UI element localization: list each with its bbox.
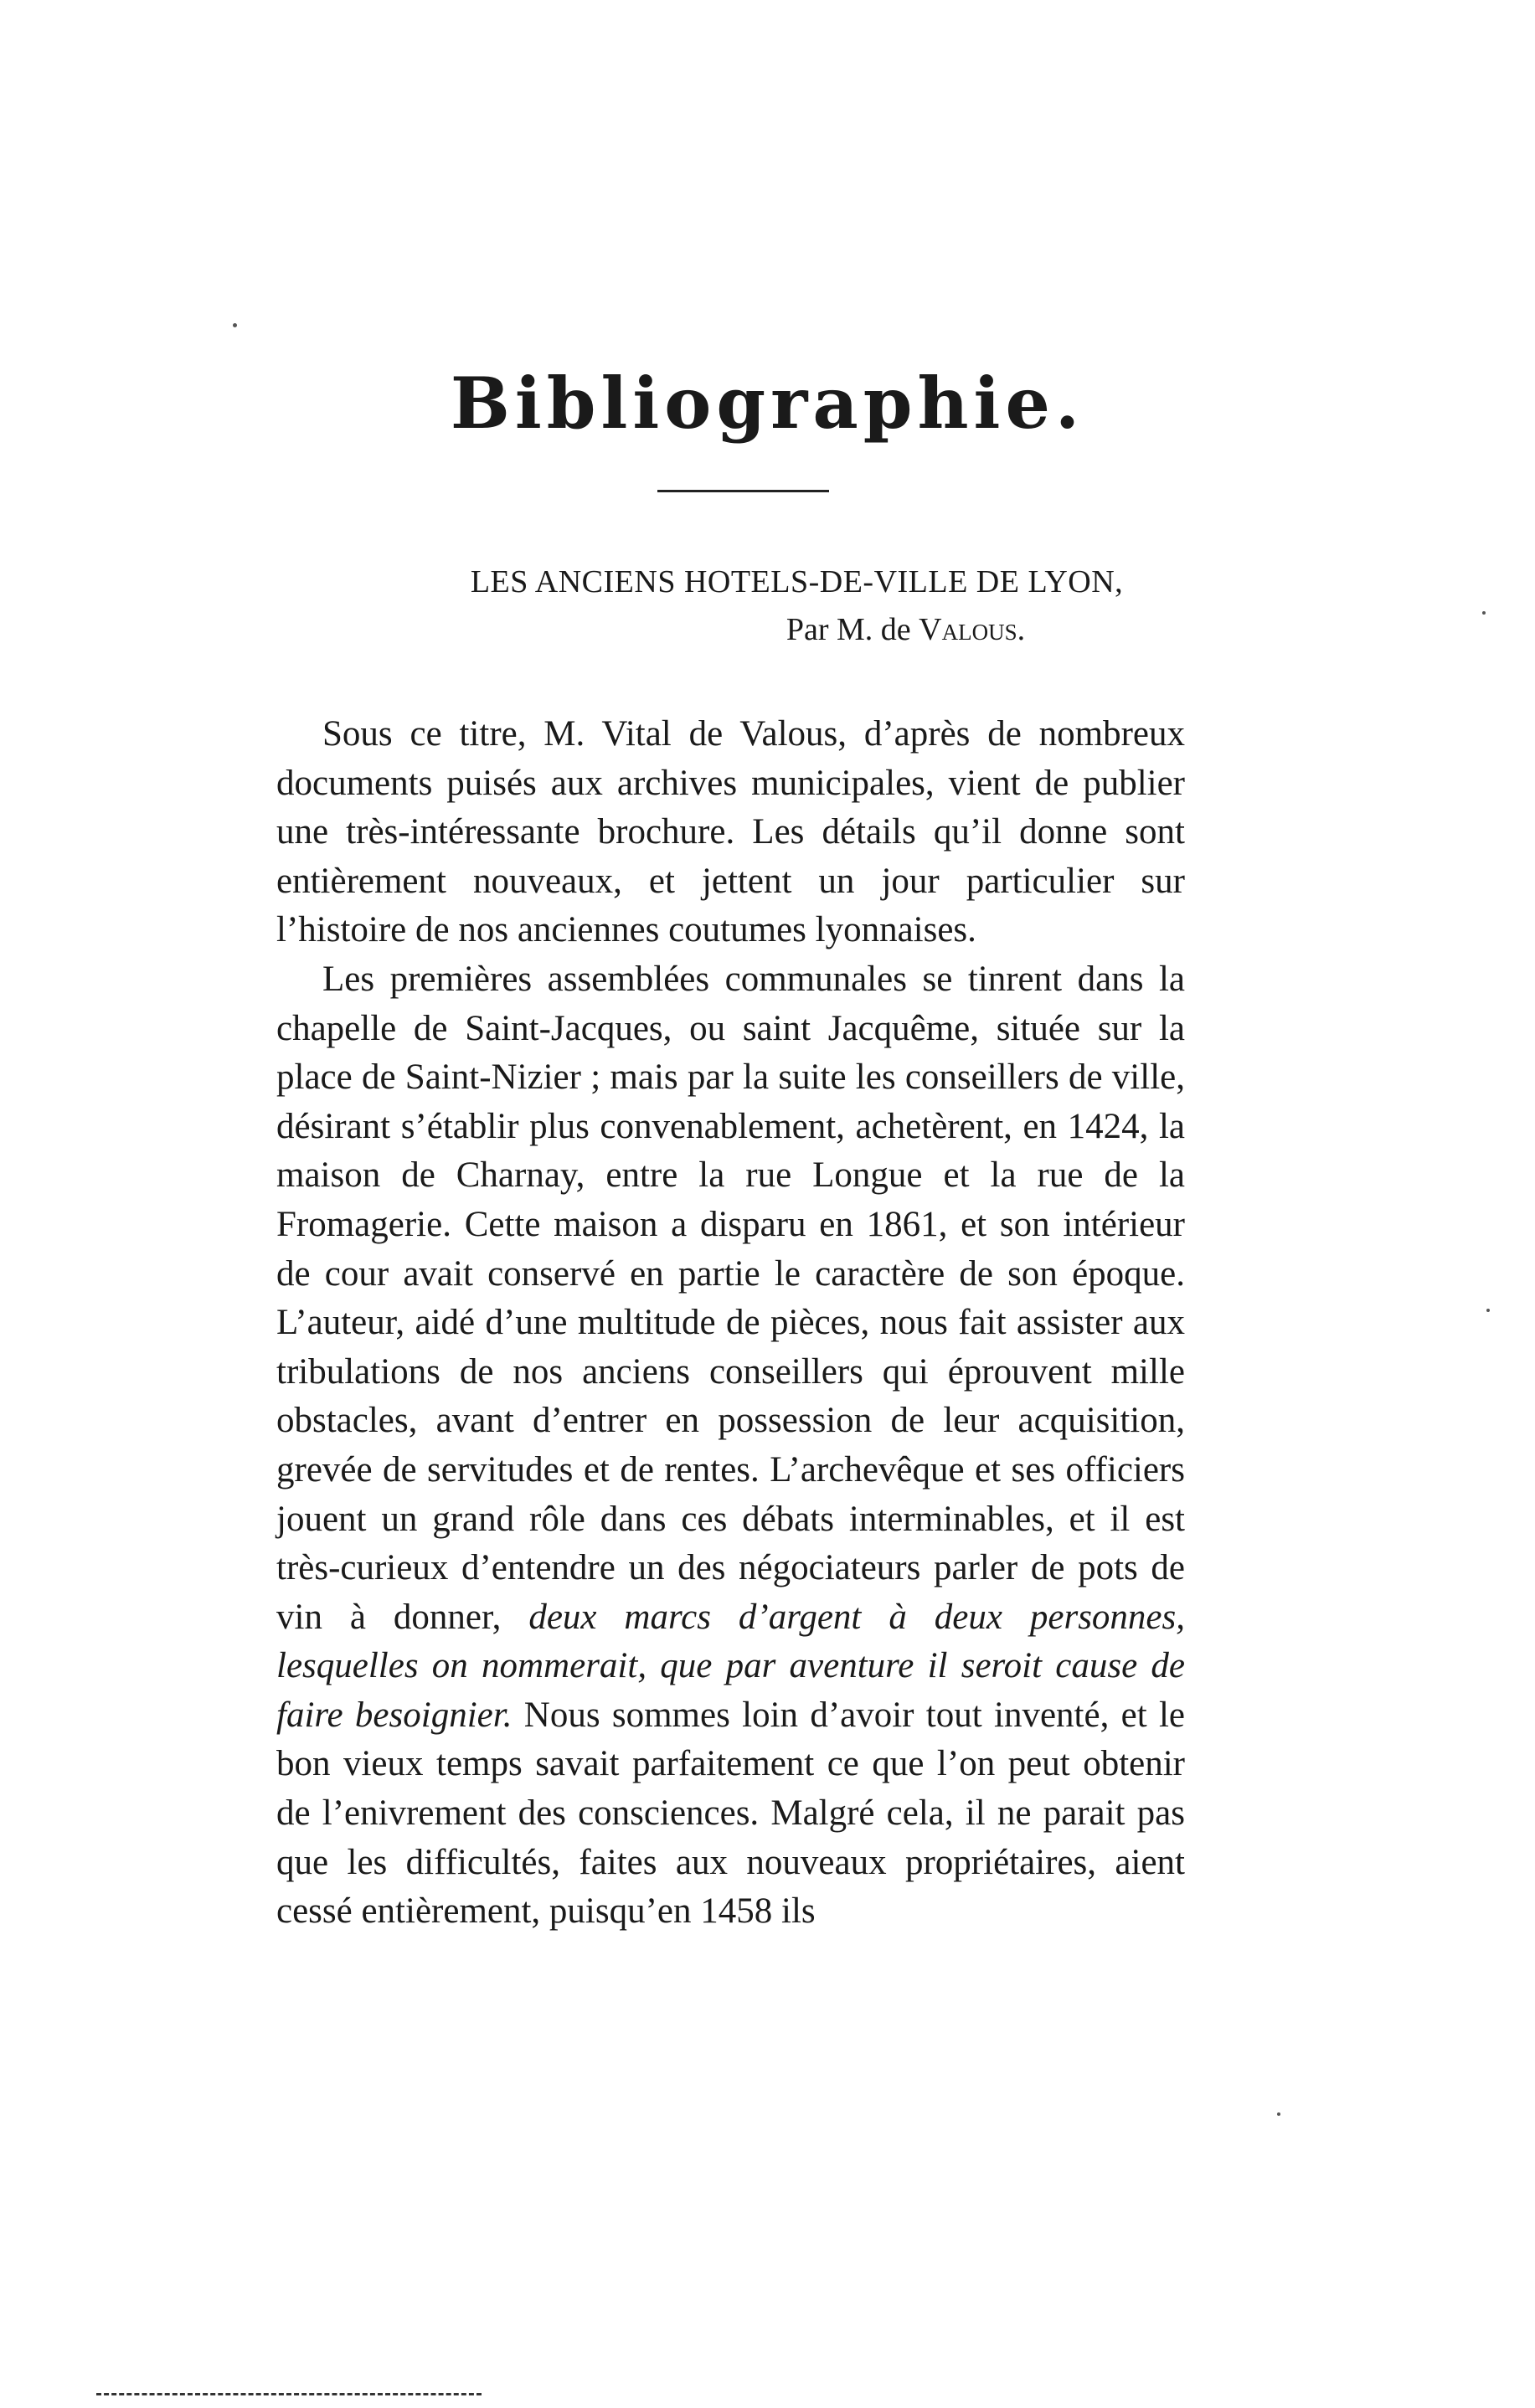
article-title: LES ANCIENS HOTELS-DE-VILLE DE LYON, xyxy=(470,564,1124,599)
article-byline xyxy=(0,611,1535,648)
paragraph-text: Les premières assemblées communales se tinrent dans la chapelle de Saint-Jacques, ou saint Jacquême, située sur la place de Saint-Nizier ; mais par la suite les conseillers de ville, désirant s’établir plus convenablement, achetèrent, en 1424, la maison de Charnay, entre la rue Longue et la rue de la Fromagerie. Cette maison a disparu en 1861, et son intérieur de cour avait conservé en partie le caractère de son époque. L’auteur, aidé d’une multitude de pièces, nous fait assister aux tribulations de nos anciens conseillers qui éprouvent mille obstacles, avant d’entrer en possession de leur acquisition, grevée de servitudes et de rentes. L’archevêque et ses officiers jouent un grand rôle dans ces débats interminables, et il est très-curieux d’entendre un des négociateurs parler de pots de vin à donner, xyxy=(276,959,1185,1637)
byline-prefix: Par M. de xyxy=(786,612,911,647)
article-body xyxy=(276,710,1185,1937)
paragraph: Sous ce titre, M. Vital de Valous, d’après de nombreux documents puisés aux archives municipales, vient de publier une très-intéressante brochure. Les détails qu’il donne sont entièrement nouveaux, et jettent un jour particulier sur l’histoire de nos anciennes coutumes lyonnaises. xyxy=(276,714,1185,950)
heading-rule xyxy=(657,490,829,492)
quotation: deux marcs d’argent à deux personnes, lesquelles on nommerait, que par aventure il seroit cause de faire besoignier. xyxy=(276,1597,1186,1735)
print-speck xyxy=(1277,2112,1280,2116)
print-speck xyxy=(1486,1309,1490,1312)
paragraph-text: Nous sommes loin d’avoir tout inventé, et le bon vieux temps savait parfaitement ce que l’on peut obtenir de l’enivrement des consciences. Malgré cela, il ne parait pas que les difficultés, faites aux nouveaux propriétaires, aient cessé entièrement, puisqu’en 1458 ils xyxy=(276,1695,1185,1932)
byline-author: Valous. xyxy=(919,612,1026,647)
print-speck xyxy=(233,323,237,327)
section-heading: Bibliographie. xyxy=(450,362,1085,445)
paragraph xyxy=(276,955,1185,1937)
footer-dashes xyxy=(96,2393,482,2395)
